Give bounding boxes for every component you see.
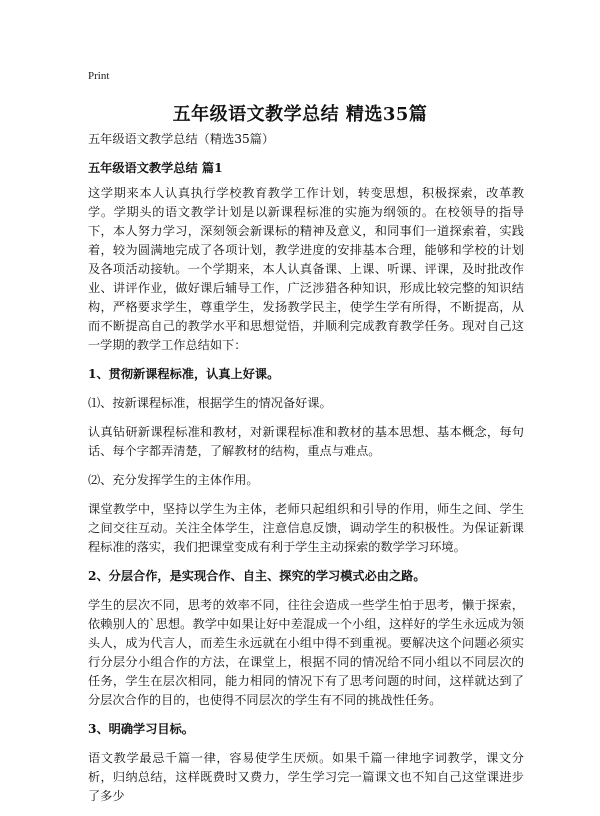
document-body bbox=[88, 130, 524, 816]
intro-paragraph: 这学期来本人认真执行学校教育教学工作计划，转变思想，积极探索，改革教学。学期头的语文教学计划是以新课程标准的实施为纲领的。在校领导的指导下，本人努力学习，深刻领会新课标的精神及意义，和同事们一道探索着，实践着，较为圆满地完成了各项计划，教学进度的安排基本合理，能够和学校的计划及各项活动接轨。一个学期来，本人认真备课、上课、听课、评课，及时批改作业、讲评作业，做好课后辅导工作，广泛涉猎各种知识，形成比较完整的知识结构，严格要求学生，尊重学生，发扬教学民主，使学生学有所得，不断提高，从而不断提高自己的教学水平和思想觉悟，并顺利完成教育教学任务。现对自己这一学期的教学工作总结如下： bbox=[88, 186, 524, 352]
page-title: 五年级语文教学总结 精选35篇 bbox=[172, 104, 428, 125]
paragraph-4: 语文教学最忌千篇一律，容易使学生厌烦。如果千篇一律地字词教学，课文分析，归纳总结，这样既费时又费力，学生学习完一篇课文也不知自己这堂课进步了多少 bbox=[88, 751, 524, 803]
heading-3: 3、明确学习目标。 bbox=[88, 722, 194, 736]
list-item-2: ⑵、充分发挥学生的主体作用。 bbox=[88, 473, 259, 487]
list-item-1: ⑴、按新课程标准，根据学生的情况备好课。 bbox=[88, 396, 332, 410]
paragraph-2: 课堂教学中，坚持以学生为主体，老师只起组织和引导的作用，师生之间、学生之间交往互动。关注全体学生，注意信息反馈，调动学生的积极性。为保证新课程标准的落实，我们把课堂变成有利于学生主动探索的数学学习环境。 bbox=[88, 502, 524, 554]
heading-1: 1、贯彻新课程标准，认真上好课。 bbox=[88, 367, 280, 381]
paragraph-3: 学生的层次不同，思考的效率不同，往往会造成一些学生怕于思考，懒于探索，依赖别人的`思想。教学中如果让好中差混成一个小组，这样好的学生永远成为领头人，成为代言人，而差生永远就在小组中得不到重视。要解决这个问题必须实行分层分小组合作的方法，在课堂上，根据不同的情况给不同小组以不同层次的任务，学生在层次相同，能力相同的情况下有了思考问题的时间，这样就达到了分层次合作的目的，也使得不同层次的学生有不同的挑战性任务。 bbox=[88, 598, 524, 707]
section-heading: 五年级语文教学总结 篇1 bbox=[88, 161, 223, 175]
document-subtitle: 五年级语文教学总结（精选35篇） bbox=[88, 132, 275, 146]
print-link[interactable]: Print bbox=[88, 70, 110, 82]
paragraph-1: 认真钻研新课程标准和教材，对新课程标准和教材的基本思想、基本概念，每句话、每个字都弄清楚，了解教材的结构，重点与难点。 bbox=[88, 425, 524, 458]
heading-2: 2、分层合作，是实现合作、自主、探究的学习模式必由之路。 bbox=[88, 569, 426, 583]
